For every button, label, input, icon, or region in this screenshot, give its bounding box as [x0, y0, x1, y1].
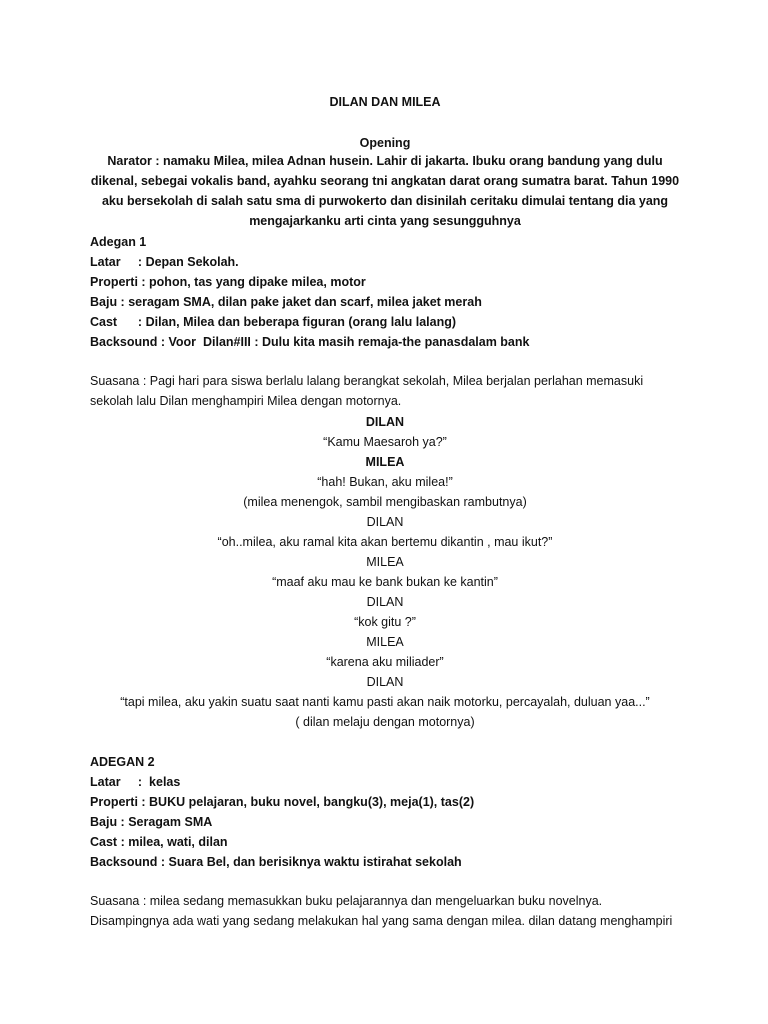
- adegan2-latar: Latar : kelas: [90, 775, 181, 789]
- dialog-speaker: DILAN: [366, 515, 404, 529]
- dialog-speaker: MILEA: [365, 455, 405, 469]
- adegan2-suasana: Suasana : milea sedang memasukkan buku pelajarannya dan mengeluarkan buku novelnya. Disampingnya ada wati yang sedang melakukan hal yang sama dengan milea. dilan datang menghampiri: [90, 894, 673, 928]
- dialog-speaker: DILAN: [366, 675, 404, 689]
- dialog-line: “kok gitu ?”: [354, 615, 416, 629]
- document-title: DILAN DAN MILEA: [329, 95, 441, 109]
- adegan1-cast: Cast : Dilan, Milea dan beberapa figuran (orang lalu lalang): [90, 315, 457, 329]
- adegan1-latar: Latar : Depan Sekolah.: [90, 255, 239, 269]
- dialog-direction: (milea menengok, sambil mengibaskan rambutnya): [243, 495, 527, 509]
- dialog-speaker: MILEA: [366, 635, 404, 649]
- adegan1-properti: Properti : pohon, tas yang dipake milea, motor: [90, 275, 366, 289]
- dialog-speaker: DILAN: [365, 415, 405, 429]
- dialog-direction: ( dilan melaju dengan motornya): [295, 715, 475, 729]
- dialog-line: “Kamu Maesaroh ya?”: [323, 435, 447, 449]
- adegan1-baju: Baju : seragam SMA, dilan pake jaket dan scarf, milea jaket merah: [90, 295, 482, 309]
- dialog-line: “hah! Bukan, aku milea!”: [317, 475, 453, 489]
- dialog-speaker: MILEA: [366, 555, 404, 569]
- dialog-line: “tapi milea, aku yakin suatu saat nanti kamu pasti akan naik motorku, percayalah, duluan yaa...”: [120, 695, 650, 709]
- adegan2-properti: Properti : BUKU pelajaran, buku novel, bangku(3), meja(1), tas(2): [90, 795, 475, 809]
- adegan2-heading: ADEGAN 2: [90, 755, 155, 769]
- adegan2-baju: Baju : Seragam SMA: [90, 815, 213, 829]
- opening-heading: Opening: [359, 136, 411, 150]
- adegan1-suasana: Suasana : Pagi hari para siswa berlalu lalang berangkat sekolah, Milea berjalan perlahan memasuki sekolah lalu Dilan menghampiri Milea dengan motornya.: [90, 374, 644, 408]
- adegan2-cast: Cast : milea, wati, dilan: [90, 835, 228, 849]
- adegan2-backsound: Backsound : Suara Bel, dan berisiknya waktu istirahat sekolah: [90, 855, 462, 869]
- dialog-speaker: DILAN: [366, 595, 404, 609]
- dialog-line: “maaf aku mau ke bank bukan ke kantin”: [272, 575, 498, 589]
- dialog-line: “karena aku miliader”: [326, 655, 444, 669]
- adegan1-backsound: Backsound : Voor Dilan#III : Dulu kita masih remaja-the panasdalam bank: [90, 335, 530, 349]
- adegan1-heading: Adegan 1: [90, 235, 147, 249]
- narrator-paragraph: Narator : namaku Milea, milea Adnan husein. Lahir di jakarta. Ibuku orang bandung yang dulu dikenal, sebegai vokalis band, ayahku seorang tni angkatan darat orang sumatra barat. Tahun 1990 aku bersekolah di salah satu sma di purwokerto dan disinilah ceritaku dimulai tentang dia yang mengajarkanku arti cinta yang sesungguhnya: [90, 154, 680, 228]
- dialog-line: “oh..milea, aku ramal kita akan bertemu dikantin , mau ikut?”: [217, 535, 553, 549]
